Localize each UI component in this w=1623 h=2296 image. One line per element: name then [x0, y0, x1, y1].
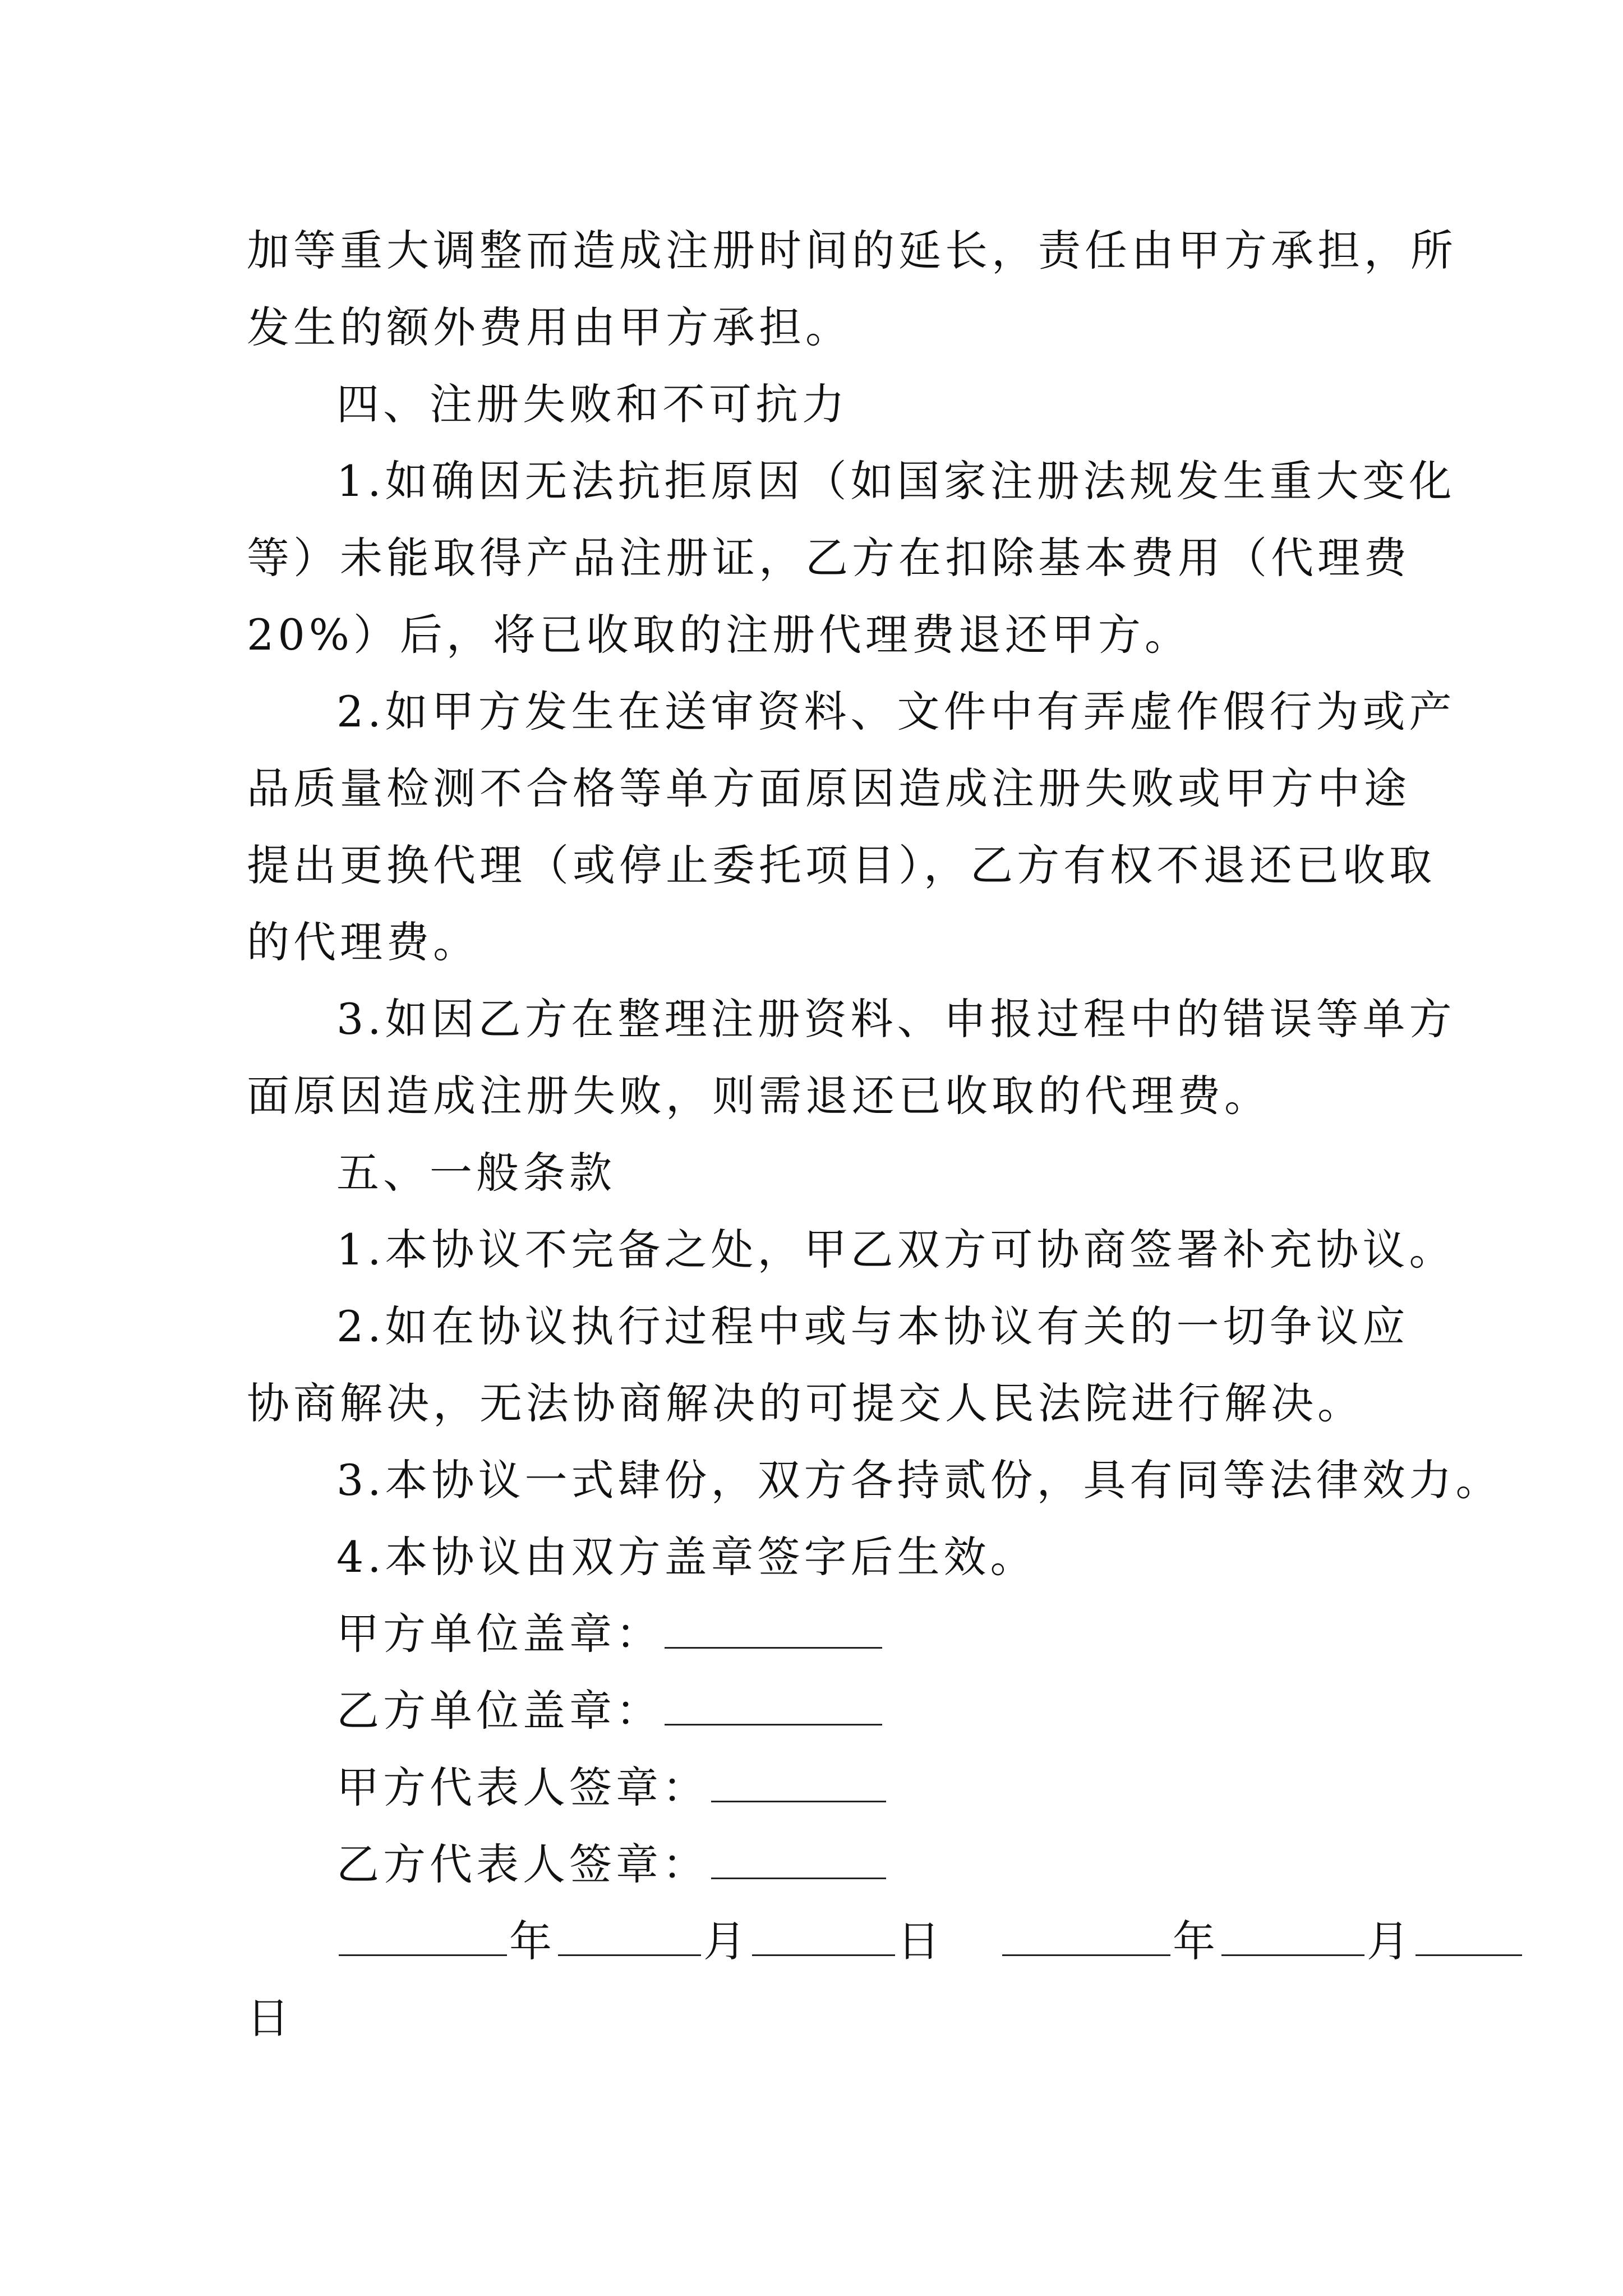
party-b-rep-blank[interactable] [711, 1845, 886, 1879]
party-a-rep-blank[interactable] [711, 1768, 886, 1802]
clause-4-2: 提出更换代理（或停止委托项目），乙方有权不退还已收取 [247, 840, 1436, 890]
month-label: 月 [1367, 1916, 1413, 1966]
clause-5-2: 2.如在协议执行过程中或与本协议有关的一切争议应 [336, 1301, 1409, 1351]
clause-4-1: 等）未能取得产品注册证，乙方在扣除基本费用（代理费 [247, 533, 1410, 583]
party-a-seal-row [247, 1595, 1391, 1672]
year-label: 年 [1173, 1916, 1219, 1966]
party-b-rep-row [247, 1826, 1391, 1903]
clause-5-3: 3.本协议一式肆份，双方各持贰份，具有同等法律效力。 [336, 1455, 1502, 1505]
clause-5-2: 协商解决，无法协商解决的可提交人民法院进行解决。 [247, 1378, 1364, 1428]
party-a-seal-blank[interactable] [665, 1614, 882, 1649]
party-b-month-blank[interactable] [1221, 1922, 1364, 1956]
date-row [247, 1903, 1413, 1980]
clause-4-3: 3.如因乙方在整理注册资料、申报过程中的错误等单方 [336, 994, 1456, 1044]
party-b-year-blank[interactable] [1002, 1922, 1170, 1956]
party-a-year-blank[interactable] [339, 1922, 507, 1956]
paragraph-line: 加等重大调整而造成注册时间的延长，责任由甲方承担，所 [247, 226, 1457, 275]
party-b-rep-label: 乙方代表人签章： [336, 1839, 709, 1889]
clause-4-1: 20%）后，将已收取的注册代理费退还甲方。 [247, 610, 1191, 660]
clause-4-2: 的代理费。 [247, 917, 479, 967]
clause-4-1: 1.如确因无法抗拒原因（如国家注册法规发生重大变化 [336, 456, 1456, 506]
document-body [247, 212, 1502, 2056]
section-heading-4: 四、注册失败和不可抗力 [336, 379, 849, 429]
party-b-seal-label: 乙方单位盖章： [336, 1686, 662, 1736]
clause-4-3: 面原因造成注册失败，则需退还已收取的代理费。 [247, 1071, 1271, 1121]
party-a-month-blank[interactable] [558, 1922, 701, 1956]
paragraph-line: 发生的额外费用由甲方承担。 [247, 302, 852, 352]
clause-4-2: 2.如甲方发生在送审资料、文件中有弄虚作假行为或产 [336, 687, 1456, 737]
day-label: 日 [247, 1993, 293, 2043]
clause-4-2: 品质量检测不合格等单方面原因造成注册失败或甲方中途 [247, 763, 1410, 813]
section-heading-5: 五、一般条款 [336, 1148, 616, 1198]
party-a-seal-label: 甲方单位盖章： [336, 1609, 662, 1659]
party-b-day-blank[interactable] [1415, 1922, 1522, 1956]
party-a-day-blank[interactable] [752, 1922, 895, 1956]
party-b-seal-row [247, 1672, 1391, 1749]
party-a-rep-row [247, 1749, 1391, 1826]
date-row-wrap [247, 1980, 1391, 2056]
month-label: 月 [703, 1916, 750, 1966]
day-label: 日 [897, 1916, 944, 1966]
year-label: 年 [509, 1916, 556, 1966]
clause-5-4: 4.本协议由双方盖章签字后生效。 [336, 1532, 1037, 1582]
clause-5-1: 1.本协议不完备之处，甲乙双方可协商签署补充协议。 [336, 1225, 1456, 1274]
party-b-seal-blank[interactable] [665, 1691, 882, 1726]
party-a-rep-label: 甲方代表人签章： [336, 1763, 709, 1812]
